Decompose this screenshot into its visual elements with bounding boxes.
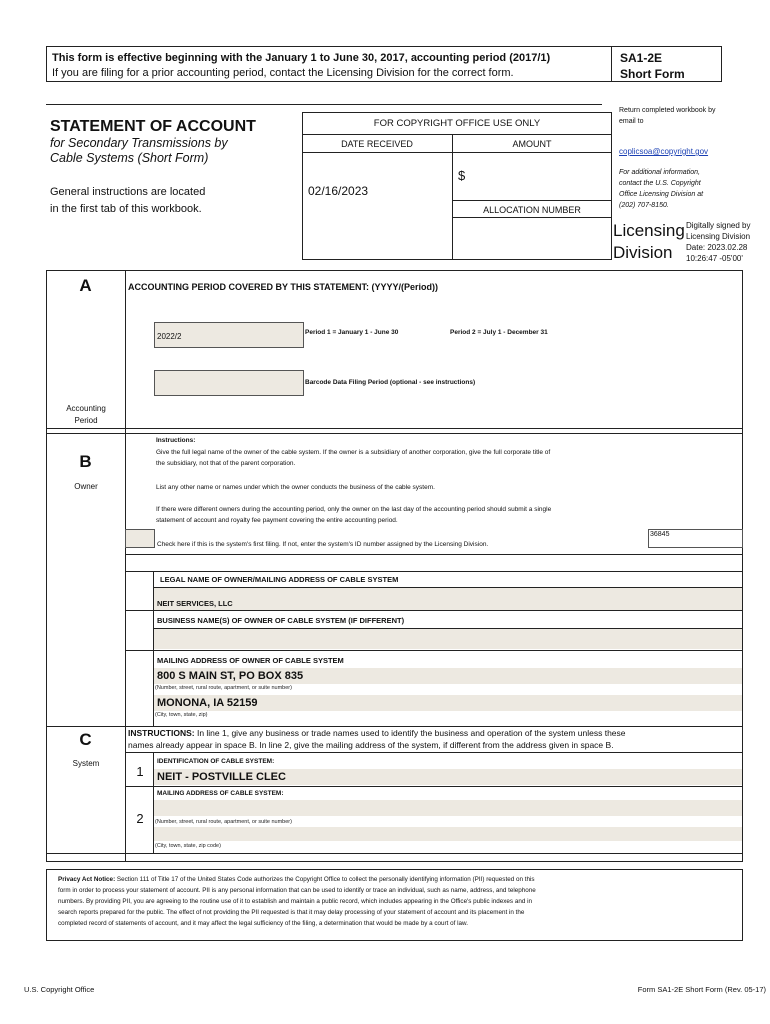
privacy-line-3: numbers. By providing PII, you are agreeing to the routine use of it to establish and maintain a public record, which includes appearing in the Office's public indexes and in: [58, 898, 532, 905]
office-use-divider-2: [302, 152, 612, 153]
signature-name-2: Division: [613, 243, 673, 262]
form-code: SA1-2E: [620, 51, 663, 65]
signature-name-1: Licensing: [613, 221, 685, 240]
section-b-instruction-1b: the subsidiary, not that of the parent corporation.: [156, 460, 296, 467]
legal-name-field[interactable]: [154, 588, 742, 610]
accounting-period-value: 2022/2: [157, 332, 182, 341]
notice-underline: [46, 104, 602, 105]
return-line2: email to: [619, 118, 644, 125]
return-email-link[interactable]: coplicsoa@copyright.gov: [619, 147, 709, 156]
section-c-letter: C: [79, 730, 92, 749]
date-received-label: DATE RECEIVED: [341, 139, 413, 149]
page-subtitle-1: for Secondary Transmissions by: [50, 136, 228, 150]
section-a-heading: ACCOUNTING PERIOD COVERED BY THIS STATEMENT: (YYYY/(Period)): [128, 282, 439, 292]
section-c-instructions-bold: INSTRUCTIONS:: [128, 728, 195, 738]
line1-bottom: [125, 786, 743, 787]
ident-label: IDENTIFICATION OF CABLE SYSTEM:: [157, 758, 275, 765]
legal-name-bottom: [125, 610, 743, 611]
section-a-letter: A: [79, 276, 92, 295]
footer-right: Form SA1-2E Short Form (Rev. 05-17): [637, 985, 766, 994]
allocation-divider-bottom: [452, 217, 612, 218]
privacy-line-1-text: Section 111 of Title 17 of the United States Code authorizes the Copyright Office to collect the personally identifying information (PII) requested on this: [115, 876, 535, 883]
period1-legend: Period 1 = January 1 - June 30: [305, 329, 399, 336]
first-filing-checkbox[interactable]: [125, 529, 155, 548]
legal-name-label: LEGAL NAME OF OWNER/MAILING ADDRESS OF CABLE SYSTEM: [160, 575, 399, 584]
page-title: STATEMENT OF ACCOUNT: [50, 118, 256, 135]
amount-label: AMOUNT: [512, 139, 552, 149]
system-street-hint: (Number, street, rural route, apartment, or suite number): [155, 819, 292, 825]
section-b-instruction-3b: statement of account and royalty fee payment covering the entire accounting period.: [156, 517, 398, 524]
notice-line2: If you are filing for a prior accounting period, contact the Licensing Division for the correct form.: [52, 67, 514, 79]
section-b-bottom: [46, 726, 743, 727]
section-c-bottom: [46, 853, 743, 854]
section-b-letter: B: [79, 452, 92, 471]
section-b-instruction-1a: Give the full legal name of the owner of the cable system. If the owner is a subsidiary of another corporation, give the full corporate title of: [156, 449, 551, 456]
signature-text-3: Date: 2023.02.28: [686, 243, 748, 252]
section-a-bottom-2: [46, 433, 743, 434]
first-filing-label: Check here if this is the system's first filing. If not, enter the system's ID number assigned by the Licensing Division.: [157, 541, 489, 548]
section-b-side-label: Owner: [74, 482, 98, 491]
office-use-divider: [302, 134, 612, 135]
system-city-field[interactable]: [154, 827, 742, 841]
section-c-side-label: System: [72, 759, 100, 768]
system-city-hint: (City, town, state, zip code): [155, 843, 221, 849]
business-name-label: BUSINESS NAME(S) OF OWNER OF CABLE SYSTEM (IF DIFFERENT): [157, 616, 405, 625]
privacy-line-2: form in order to process your statement of account. PII is any personal information that can be used to identify or trace an individual, such as name, address, and telephone: [58, 887, 536, 894]
allocation-label: ALLOCATION NUMBER: [483, 205, 581, 215]
additional-info-2: contact the U.S. Copyright: [619, 180, 701, 187]
signature-text-2: Licensing Division: [686, 232, 751, 241]
footer-left: U.S. Copyright Office: [24, 985, 95, 994]
system-id-value: 36845: [650, 531, 670, 538]
privacy-line-1: [58, 876, 535, 883]
section-a-side-label-2: Period: [74, 416, 98, 425]
privacy-line-4: search reports prepared for the public. The effect of not providing the PII requested is that it may delay processing of your statement of account and its placement in the: [58, 909, 525, 916]
page-subtitle-2: Cable Systems (Short Form): [50, 151, 209, 165]
section-b-instr-bottom: [125, 554, 743, 555]
allocation-divider-top: [452, 200, 612, 201]
section-c-instructions-text: In line 1, give any business or trade names used to identify the business and operation of the system unless these: [194, 728, 626, 738]
general-instructions-2: in the first tab of this workbook.: [50, 203, 202, 215]
form-name: Short Form: [620, 67, 685, 81]
period2-legend: Period 2 = July 1 - December 31: [450, 329, 548, 336]
owner-street-hint: (Number, street, rural route, apartment, or suite number): [155, 685, 292, 691]
privacy-line-5: completed record of statements of account, and it may affect the legal sufficiency of the filing, a determination that would be made by a court of law.: [58, 920, 468, 927]
barcode-period-input[interactable]: [154, 370, 304, 396]
section-c-instructions-2: names already appear in space B. In line 2, give the mailing address of the system, if different from the address given in space B.: [128, 740, 614, 750]
general-instructions-1: General instructions are located: [50, 186, 206, 198]
owner-city-value: MONONA, IA 52159: [157, 697, 258, 709]
business-name-field[interactable]: [154, 629, 742, 649]
signature-text-4: 10:26:47 -05'00': [686, 254, 743, 263]
system-street-field[interactable]: [154, 800, 742, 816]
section-b-instruction-3a: If there were different owners during the accounting period, only the owner on the last day of the accounting period should submit a single: [156, 506, 552, 513]
date-received-value[interactable]: 02/16/2023: [308, 184, 369, 198]
barcode-period-label: Barcode Data Filing Period (optional - see instructions): [305, 379, 476, 386]
owner-street-value: 800 S MAIN ST, PO BOX 835: [157, 670, 304, 682]
business-name-bottom: [125, 650, 743, 651]
section-c-instructions-1: [128, 728, 626, 738]
owner-mailing-label: MAILING ADDRESS OF OWNER OF CABLE SYSTEM: [157, 656, 344, 665]
additional-info-3: Office Licensing Division at: [619, 191, 704, 198]
amount-symbol[interactable]: $: [458, 168, 466, 183]
office-use-heading: FOR COPYRIGHT OFFICE USE ONLY: [373, 118, 541, 129]
additional-info-1: For additional information,: [619, 169, 700, 176]
line1-number: 1: [136, 764, 144, 779]
section-b-instr-bottom-2: [125, 571, 743, 572]
section-a-bottom: [46, 428, 743, 429]
ident-value: NEIT - POSTVILLE CLEC: [157, 771, 286, 783]
line2-number: 2: [136, 811, 144, 826]
office-use-vertical: [452, 134, 453, 260]
section-a-side-label-1: Accounting: [66, 404, 106, 413]
section-b-instruction-2: List any other name or names under which the owner conducts the business of the cable system.: [156, 484, 435, 491]
privacy-title: Privacy Act Notice:: [58, 876, 116, 883]
system-mailing-label: MAILING ADDRESS OF CABLE SYSTEM:: [157, 790, 284, 797]
legal-name-value: NEIT SERVICES, LLC: [157, 599, 233, 608]
owner-city-hint: (City, town, state, zip): [155, 712, 208, 718]
additional-info-4: (202) 707-8150.: [619, 202, 669, 209]
signature-text-1: Digitally signed by: [686, 221, 751, 230]
notice-line1: This form is effective beginning with the January 1 to June 30, 2017, accounting period (2017/1): [52, 52, 551, 64]
return-line1: Return completed workbook by: [619, 107, 716, 114]
section-c-instr-bottom: [125, 752, 743, 753]
section-b-instructions-title: Instructions:: [156, 437, 196, 444]
